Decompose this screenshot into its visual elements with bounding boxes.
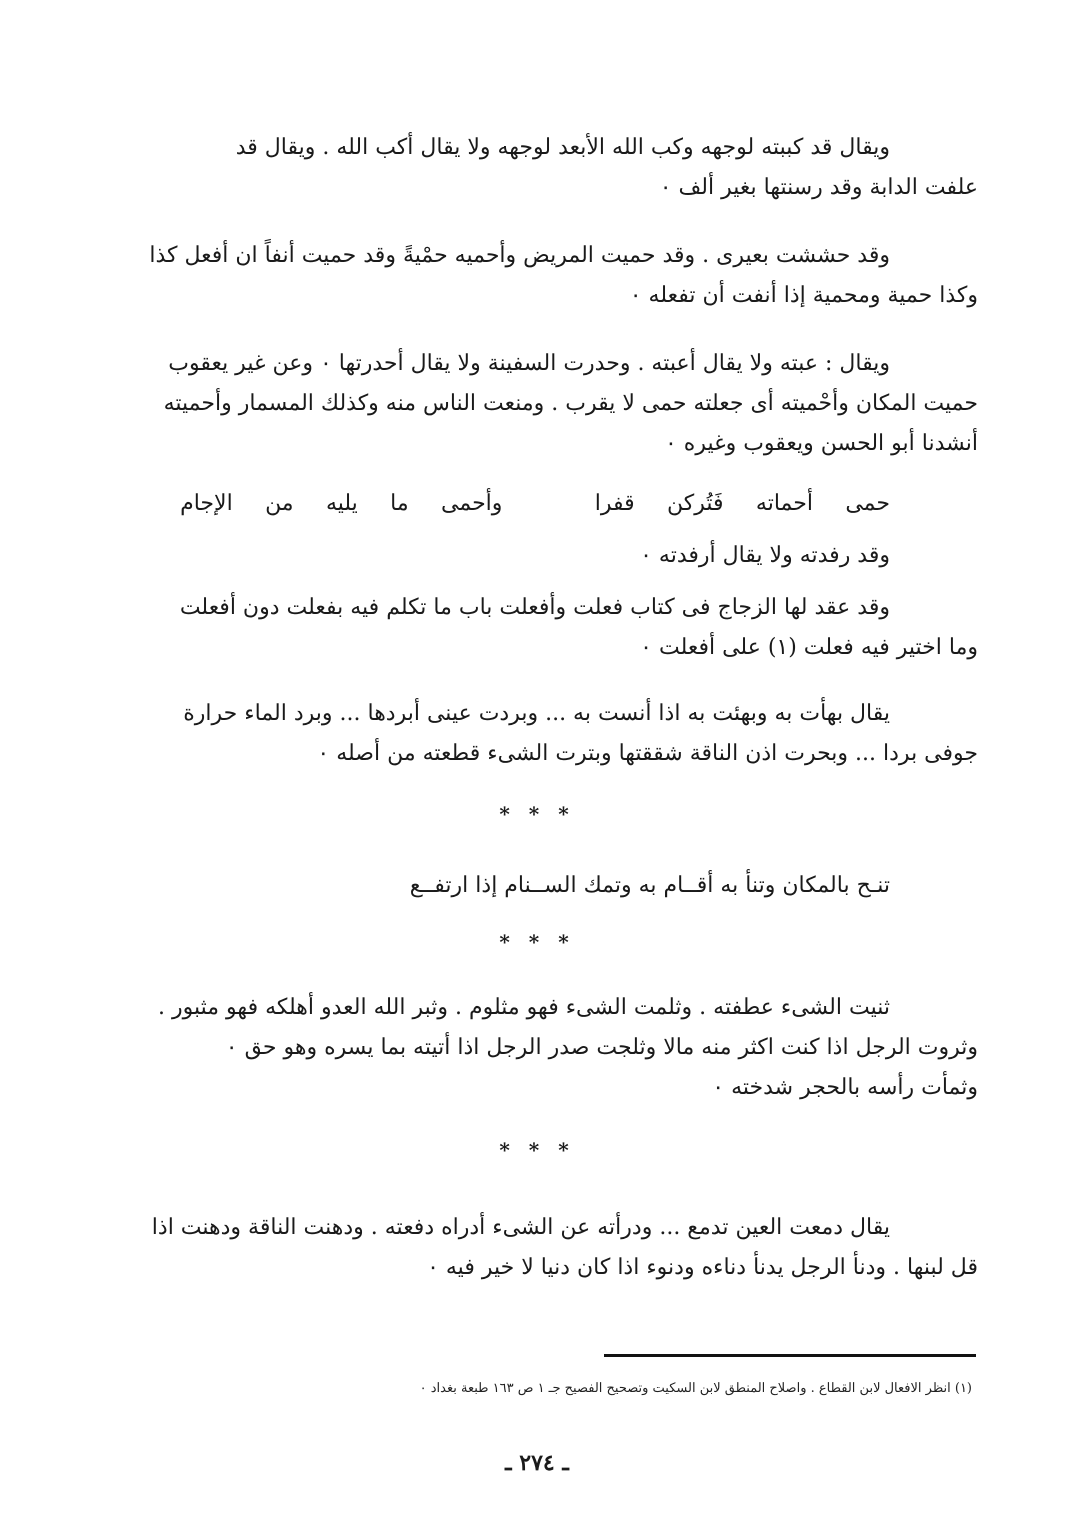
text-line: ويقال قد كببته لوجهه وكب الله الأبعد لوجهه ولا يقال أكب الله . ويقال قد	[235, 135, 890, 160]
poem-verse	[180, 484, 890, 524]
paragraph-8	[110, 988, 978, 1108]
paragraph-9	[110, 1208, 978, 1288]
footnote: (١) انظر الافعال لابن القطاع . واصلاح المنطق لابن السكيت وتصحيح الفصيح جـ ١ ص ١٦٣ طبعة بغداد ٠	[419, 1381, 972, 1396]
page-number: ـ ٢٧٤ ـ	[505, 1450, 569, 1476]
poem-word: حمى	[845, 491, 890, 516]
paragraph-4	[110, 536, 978, 576]
footnote-divider	[604, 1354, 976, 1357]
poem-word: قفرا	[594, 491, 635, 516]
poem-word: فَتُركن	[667, 491, 724, 516]
text-line: وما اختير فيه فعلت (١) على أفعلت ٠	[640, 635, 978, 660]
paragraph-5	[110, 588, 978, 668]
paragraph-3	[110, 344, 978, 464]
paragraph-7	[110, 866, 978, 906]
poem-word: يليه	[325, 491, 358, 516]
text-line: تنـح بالمكان وتنأ به أقــام به وتمك الســنام إذا ارتفــع	[409, 873, 890, 898]
poem-word: وأحمى	[441, 491, 503, 516]
text-line: وكذا حمية ومحمية إذا أنفت أن تفعله ٠	[629, 283, 978, 308]
text-line: وقد حششت بعيرى . وقد حميت المريض وأحميه حمْيةً وقد حميت أنفاً ان أفعل كذا	[149, 243, 890, 268]
text-line: ثنيت الشىء عطفته . وثلمت الشىء فهو مثلوم . وثبر الله العدو أهلكه فهو مثبور .	[158, 995, 890, 1020]
paragraph-2	[110, 236, 978, 316]
text-line: يقال بهأت به وبهئت به اذا أنست به ... وبردت عينى أبردها ... وبرد الماء حرارة	[183, 701, 890, 726]
paragraph-1	[110, 128, 978, 208]
poem-word: أحماته	[755, 491, 813, 516]
text-line: قل لبنها . ودنأ الرجل يدنأ دناءه ودنوء اذا كان دنيا لا خير فيه ٠	[427, 1255, 978, 1280]
text-line: ويقال : عبته ولا يقال أعبته . وحدرت السفينة ولا يقال أحدرتها ٠ وعن غير يعقوب	[168, 351, 890, 376]
text-line: وقد عقد لها الزجاج فى كتاب فعلت وأفعلت باب ما تكلم فيه بفعلت دون أفعلت	[179, 595, 890, 620]
poem-word: من	[265, 491, 294, 516]
poem-word: ما	[390, 491, 409, 516]
paragraph-6	[110, 694, 978, 774]
text-line: وقد رفدته ولا يقال أرفدته ٠	[640, 543, 890, 568]
text-line: أنشدنا أبو الحسن ويعقوب وغيره ٠	[664, 431, 978, 456]
text-line: وثروت الرجل اذا كنت اكثر منه مالا وثلجت صدر الرجل اذا أتيته بما يسره وهو حق ٠	[225, 1035, 978, 1060]
text-line: يقال دمعت العين تدمع ... ودرأته عن الشىء أدراه دفعته . ودهنت الناقة ودهنت اذا	[151, 1215, 890, 1240]
text-line: علفت الدابة وقد رسنتها بغير ألف ٠	[659, 175, 978, 200]
section-separator: * * *	[499, 802, 575, 826]
section-separator: * * *	[499, 1138, 575, 1162]
text-line: وثمأت رأسه بالحجر شدخته ٠	[712, 1075, 978, 1100]
poem-word: الإجام	[180, 491, 233, 516]
text-line: جوفى بردا ... وبحرت اذن الناقة شققتها وبترت الشىء قطعته من أصله ٠	[317, 741, 978, 766]
text-line: حميت المكان وأحْميته أى جعلته حمى لا يقرب . ومنعت الناس منه وكذلك المسمار وأحميته	[163, 391, 978, 416]
section-separator: * * *	[499, 930, 575, 954]
